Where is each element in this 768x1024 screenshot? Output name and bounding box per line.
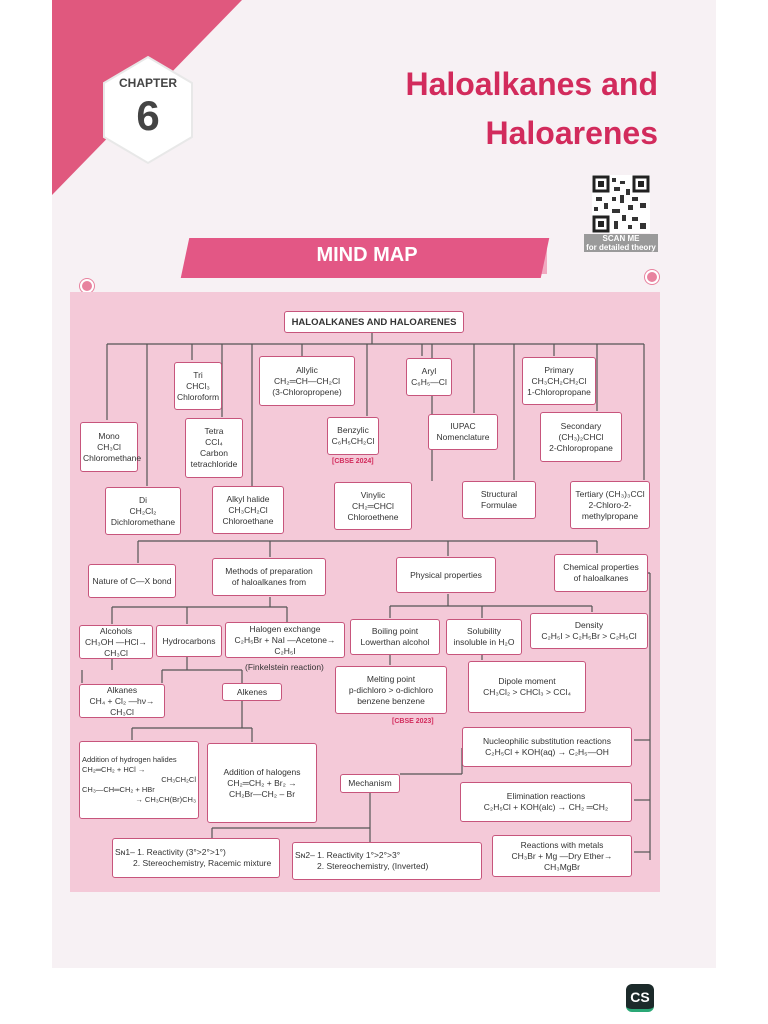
node-addition-halogens[interactable]: Addition of halogens CH₂═CH₂ + Br₂ → CH₂Br—CH₂ – Br	[207, 743, 317, 823]
node-vinylic[interactable]: Vinylic CH₂═CHCl Chloroethene	[334, 482, 412, 530]
root-node[interactable]: HALOALKANES AND HALOARENES	[284, 311, 464, 333]
node-alkenes[interactable]: Alkenes	[222, 683, 282, 701]
node-sn2[interactable]: Sɴ2– 1. Reactivity 1°>2°>3° 2. Stereochemistry, (Inverted)	[292, 842, 482, 880]
benzylic-exam-tag: [CBSE 2024]	[332, 458, 374, 465]
node-iupac[interactable]: IUPAC Nomenclature	[428, 414, 498, 450]
node-solubility[interactable]: Solubility insoluble in H₂O	[446, 619, 522, 655]
node-tetra[interactable]: Tetra CCl₄ Carbon tetrachloride	[185, 418, 243, 478]
node-mechanism[interactable]: Mechanism	[340, 774, 400, 793]
finkelstein-note: (Finkelstein reaction)	[245, 662, 324, 672]
node-nucleophilic-substitution[interactable]: Nucleophilic substitution reactions C₂H₅Cl + KOH(aq) → C₂H₅—OH	[462, 727, 632, 767]
page-title-line1: Haloalkanes and	[405, 66, 658, 102]
node-chemical-properties[interactable]: Chemical properties of haloalkanes	[554, 554, 648, 592]
node-primary[interactable]: Primary CH₃CH₂CH₂Cl 1-Chloropropane	[522, 357, 596, 405]
node-boiling-point[interactable]: Boiling point Lowerthan alcohol	[350, 619, 440, 655]
node-aryl[interactable]: Aryl C₆H₅—Cl	[406, 358, 452, 396]
mind-map-title: MIND MAP	[316, 244, 418, 266]
node-structural[interactable]: Structural Formulae	[462, 481, 536, 519]
node-nature-of-bond[interactable]: Nature of C—X bond	[88, 564, 176, 598]
node-elimination[interactable]: Elimination reactions C₂H₅Cl + KOH(alc) → CH₂ ═CH₂	[460, 782, 632, 822]
qr-caption: SCAN ME for detailed theory	[584, 234, 658, 252]
camscanner-logo-icon: CS	[626, 984, 654, 1012]
node-sn1[interactable]: Sɴ1– 1. Reactivity (3°>2°>1°) 2. Stereochemistry, Racemic mixture	[112, 838, 280, 878]
node-dipole-moment[interactable]: Dipole moment CH₃Cl₂ > CHCl₃ > CCl₄	[468, 661, 586, 713]
node-tri[interactable]: Tri CHCl₃ Chloroform	[174, 362, 222, 410]
node-tertiary[interactable]: Tertiary (CH₃)₃CCl 2-Chloro-2- methylpropane	[570, 481, 650, 529]
node-hydrocarbons[interactable]: Hydrocarbons	[156, 625, 222, 657]
node-halogen-exchange[interactable]: Halogen exchange C₂H₅Br + NaI —Acetone→ C₂H₅I	[225, 622, 345, 658]
node-reactions-with-metals[interactable]: Reactions with metals CH₃Br + Mg —Dry Ether→ CH₃MgBr	[492, 835, 632, 877]
node-alkyl-halide[interactable]: Alkyl halide CH₃CH₂Cl Chloroethane	[212, 486, 284, 534]
node-di[interactable]: Di CH₂Cl₂ Dichloromethane	[105, 487, 181, 535]
node-density[interactable]: Density C₂H₅I > C₂H₅Br > C₂H₅Cl	[530, 613, 648, 649]
node-addition-hydrogen-halides[interactable]: Addition of hydrogen halides CH₂═CH₂ + HCl → CH₃CH₂Cl CH₃—CH═CH₂ + HBr → CH₃CH(Br)CH₃	[79, 741, 199, 819]
melting-exam-tag: [CBSE 2023]	[392, 718, 434, 725]
page-title-line2: Haloarenes	[485, 115, 658, 151]
node-melting-point[interactable]: Melting point p-dichloro > o-dichloro benzene benzene	[335, 666, 447, 714]
chapter-number: 6	[136, 92, 160, 139]
node-alkanes[interactable]: Alkanes CH₄ + Cl₂ —hν→ CH₃Cl	[79, 684, 165, 718]
chapter-label: CHAPTER	[118, 76, 177, 90]
node-benzylic[interactable]: Benzylic C₆H₅CH₂Cl	[327, 417, 379, 455]
node-alcohols[interactable]: Alcohols CH₃OH —HCl→ CH₃Cl	[79, 625, 153, 659]
book-page	[52, 0, 716, 968]
node-mono[interactable]: Mono CH₃Cl Chloromethane	[80, 422, 138, 472]
node-secondary[interactable]: Secondary (CH₃)₂CHCl 2-Chloropropane	[540, 412, 622, 462]
node-methods-of-preparation[interactable]: Methods of preparation of haloalkanes from	[212, 558, 326, 596]
node-physical-properties[interactable]: Physical properties	[396, 557, 496, 593]
node-allylic[interactable]: Allylic CH₂═CH—CH₂Cl (3-Chloropropene)	[259, 356, 355, 406]
